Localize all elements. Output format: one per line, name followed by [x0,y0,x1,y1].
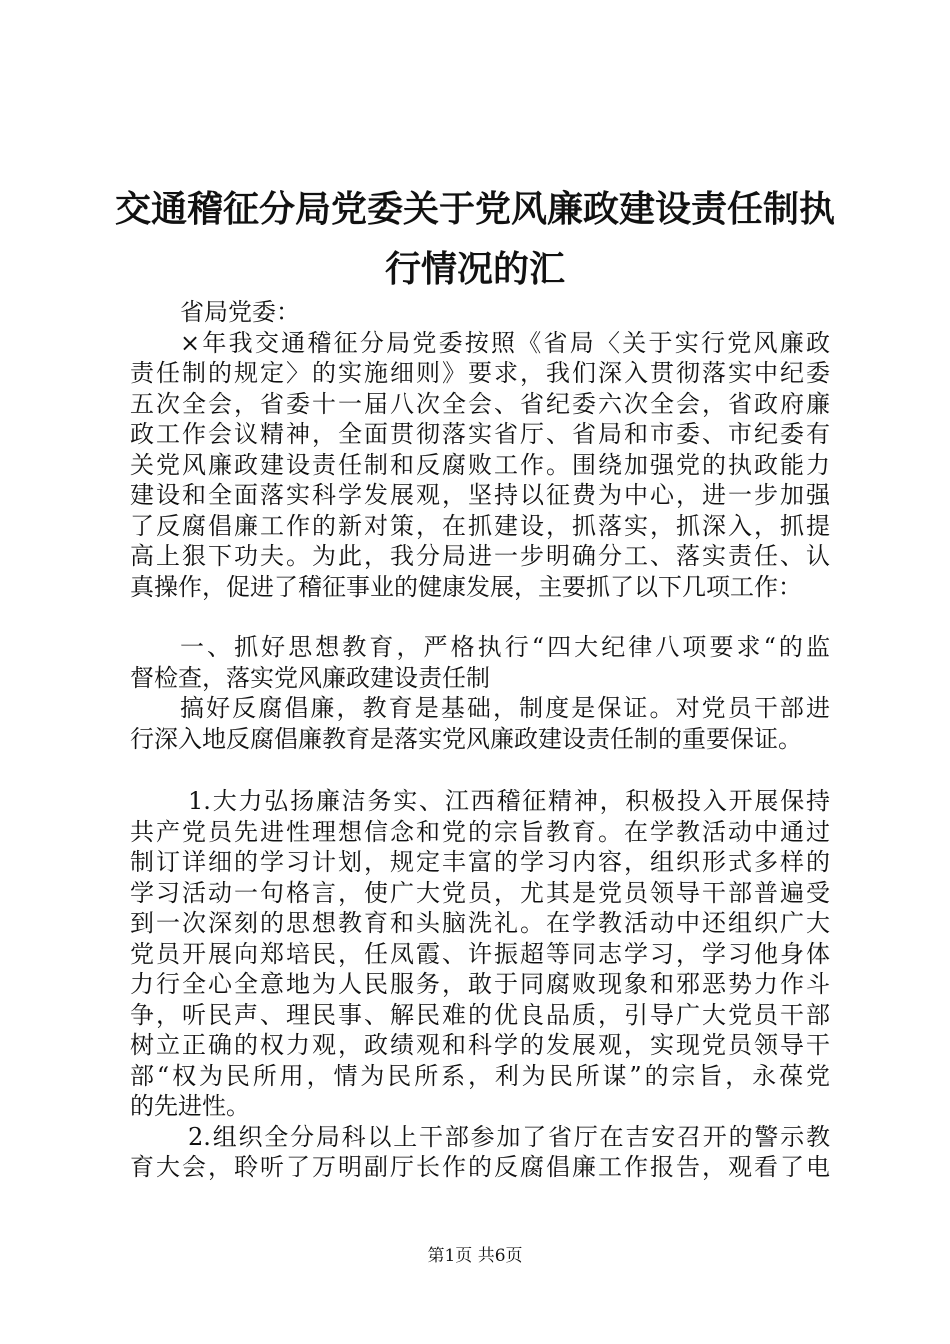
item1-line: 学习活动一句格言，使广大党员，尤其是党员领导干部普遍受 [130,878,830,907]
item1-line: 1.大力弘扬廉洁务实、江西稽征精神，积极投入开展保持 [188,787,830,815]
para1-line: ×年我交通稽征分局党委按照《省局〈关于实行党风廉政 [180,328,830,357]
item1-line: 力行全心全意地为人民服务，敢于同腐败现象和邪恶势力作斗 [130,970,830,998]
para1-line: 高上狠下功夫。为此，我分局进一步明确分工、落实责任、认 [130,542,830,570]
section-items [130,786,830,1183]
para2-line: 搞好反腐倡廉，教育是基础，制度是保证。对党员干部进 [180,694,830,722]
para1-line: 关党风廉政建设责任制和反腐败工作。围绕加强党的执政能力 [130,450,830,479]
document-title-line-2: 行情况的汇 [384,249,565,290]
section-heading-line: 督检查，落实党风廉政建设责任制 [130,663,490,692]
item1-line: 的先进性。 [130,1092,250,1120]
para1-line: 真操作，促进了稽征事业的健康发展，主要抓了以下几项工作： [130,572,802,601]
page-number-footer: 第1页 共6页 [427,1246,523,1266]
para1-line: 五次全会，省委十一届八次全会、省纪委六次全会，省政府廉 [130,389,830,418]
item1-line: 部“权为民所用，情为民所系，利为民所谋”的宗旨，永葆党 [130,1061,830,1090]
section-heading-line: 一、抓好思想教育，严格执行“四大纪律八项要求“的监 [180,633,830,661]
para1-line: 责任制的规定〉的实施细则》要求，我们深入贯彻落实中纪委 [130,359,830,387]
document-title-line-1: 交通稽征分局党委关于党风廉政建设责任制执 [114,189,835,230]
item1-line: 共产党员先进性理想信念和党的宗旨教育。在学教活动中通过 [130,817,830,846]
para1-line: 政工作会议精神，全面贯彻落实省厅、省局和市委、市纪委有 [130,420,830,448]
section-one [130,632,830,754]
item1-line: 党员开展向郑培民，任凤霞、许振超等同志学习，学习他身体 [130,939,830,968]
item1-line: 树立正确的权力观，政绩观和科学的发展观，实现党员领导干 [130,1031,830,1059]
intro-section [130,297,830,602]
item2-line: 育大会，聆听了万明副厅长作的反腐倡廉工作报告，观看了电 [130,1153,830,1181]
para1-line: 了反腐倡廉工作的新对策，在抓建设，抓落实，抓深入，抓提 [130,511,830,540]
para1-line: 建设和全面落实科学发展观，坚持以征费为中心，进一步加强 [130,481,830,509]
salutation: 省局党委： [180,298,300,326]
item1-line: 制订详细的学习计划，规定丰富的学习内容，组织形式多样的 [130,848,830,876]
item2-line: 2.组织全分局科以上干部参加了省厅在吉安召开的警示教 [188,1122,830,1151]
item1-line: 到一次深刻的思想教育和头脑洗礼。在学教活动中还组织广大 [130,909,830,937]
para2-line: 行深入地反腐倡廉教育是落实党风廉政建设责任制的重要保证。 [130,724,802,753]
item1-line: 争，听民声、理民事、解民难的优良品质，引导广大党员干部 [130,1000,830,1029]
